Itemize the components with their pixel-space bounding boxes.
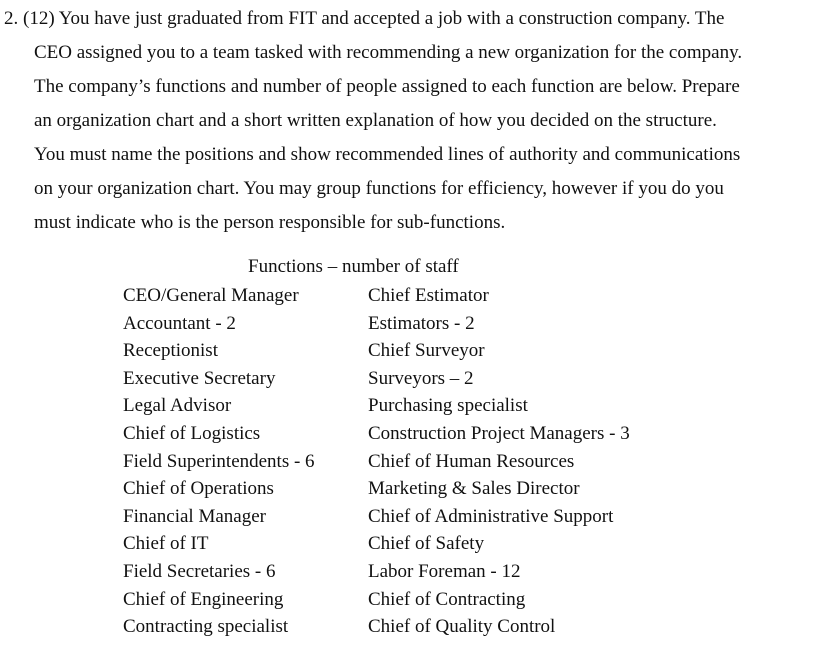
function-item: Chief Surveyor [368, 340, 485, 362]
function-item: Receptionist [123, 340, 218, 362]
function-item: Chief of Engineering [123, 588, 284, 610]
function-item: Accountant - 2 [123, 312, 236, 334]
function-item: Chief of Logistics [123, 422, 261, 444]
function-item: CEO/General Manager [123, 285, 299, 306]
question-line: must indicate who is the person responsible for sub-functions. [34, 212, 506, 233]
function-item: Chief of Administrative Support [368, 505, 614, 527]
function-item: Surveyors – 2 [368, 367, 474, 389]
functions-heading: Functions – number of staff [248, 256, 459, 277]
function-item: Field Secretaries - 6 [123, 560, 276, 582]
question-text [4, 2, 804, 240]
function-item: Chief of Human Resources [368, 450, 575, 472]
function-item: Chief of Safety [368, 533, 485, 555]
question-line: an organization chart and a short written explanation of how you decided on the structure. [34, 110, 717, 131]
function-item: Chief of IT [123, 533, 209, 555]
function-item: Chief Estimator [368, 285, 489, 306]
function-item: Legal Advisor [123, 395, 232, 417]
function-item: Contracting specialist [123, 616, 289, 638]
function-item: Labor Foreman - 12 [368, 560, 521, 582]
functions-list-left [123, 282, 315, 641]
function-item: Chief of Contracting [368, 588, 526, 610]
function-item: Marketing & Sales Director [368, 478, 580, 500]
question-line: 2. (12) You have just graduated from FIT and accepted a job with a construction company. The [4, 8, 725, 29]
function-item: Chief of Operations [123, 478, 274, 500]
question-line: on your organization chart. You may group functions for efficiency, however if you do you [34, 178, 724, 199]
function-item: Executive Secretary [123, 367, 276, 389]
function-item: Financial Manager [123, 505, 266, 527]
function-item: Estimators - 2 [368, 312, 475, 334]
function-item: Chief of Quality Control [368, 616, 556, 638]
question-line: You must name the positions and show recommended lines of authority and communications [34, 144, 741, 165]
function-item: Field Superintendents - 6 [123, 450, 315, 472]
question-line: The company’s functions and number of people assigned to each function are below. Prepare [34, 76, 740, 97]
question-line: CEO assigned you to a team tasked with recommending a new organization for the company. [34, 42, 743, 63]
function-item: Construction Project Managers - 3 [368, 422, 630, 444]
function-item: Purchasing specialist [368, 395, 528, 417]
functions-list-right [368, 282, 630, 641]
